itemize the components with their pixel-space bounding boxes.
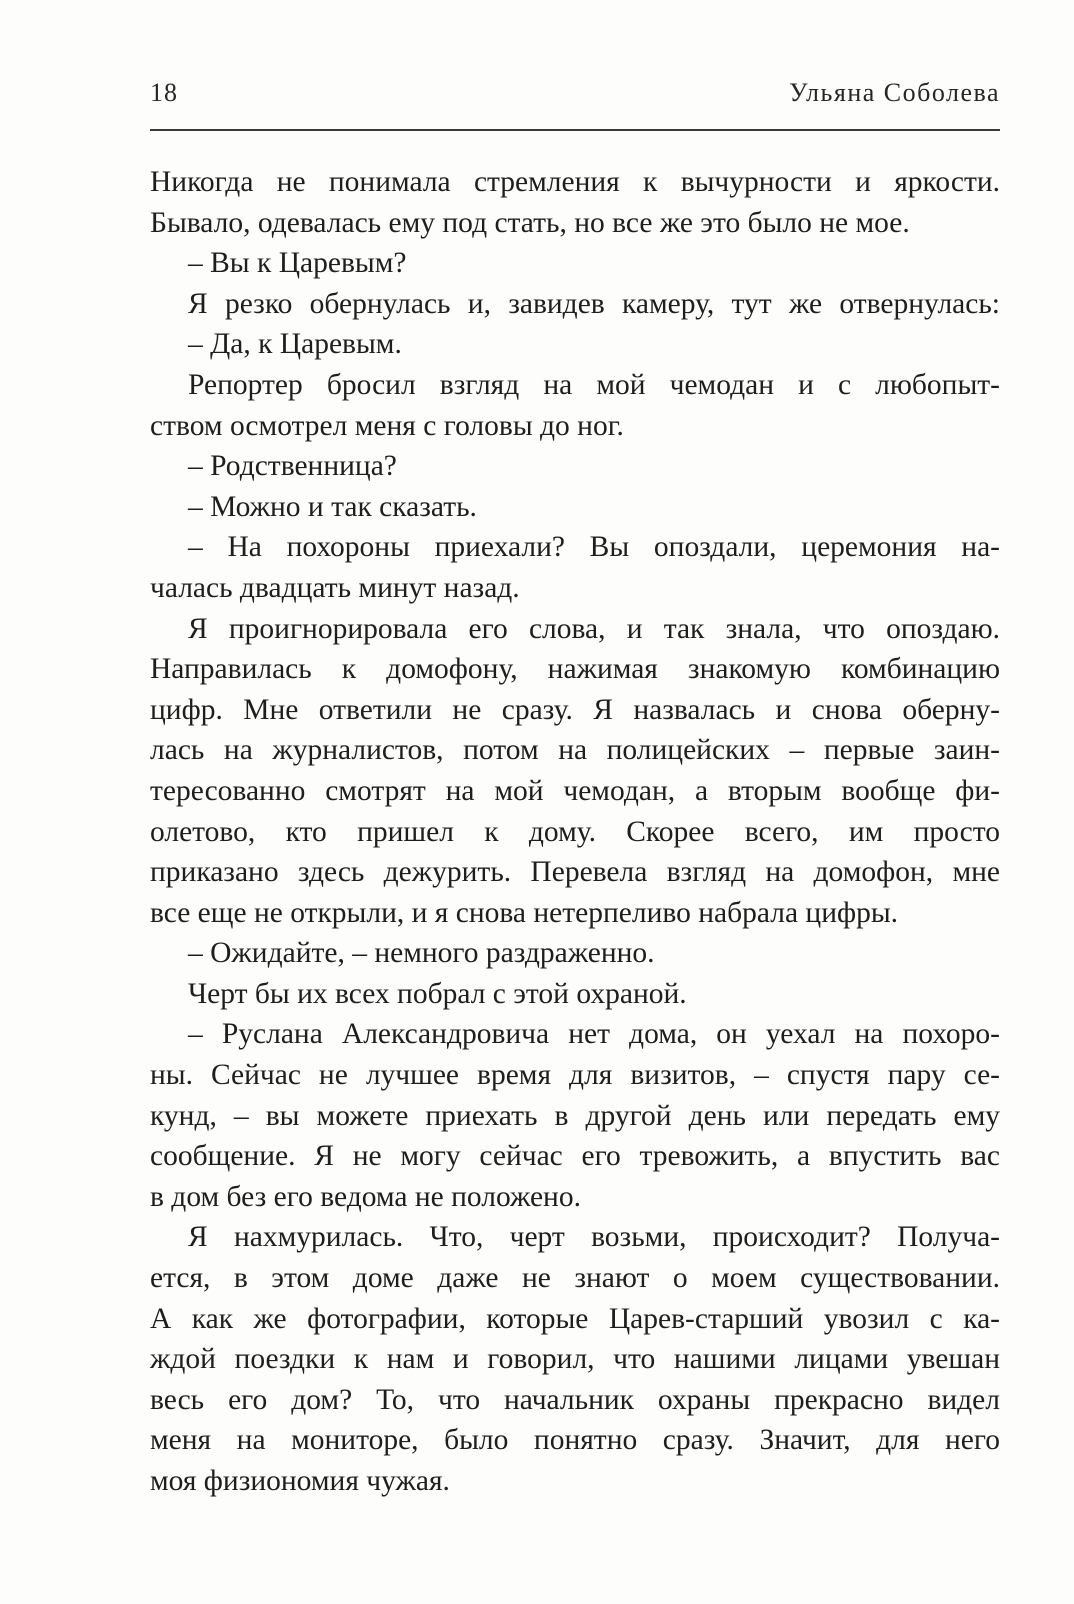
text-line: – Вы к Царевым?: [188, 247, 407, 280]
text-line: Никогда не понимала стремления к вычурности и яркости.: [150, 166, 1000, 198]
text-line: Направилась к домофону, нажимая знакомую комбинацию: [150, 653, 1000, 686]
running-head-author: Ульяна Соболева: [789, 78, 1000, 107]
text-line: ется, в этом доме даже не знают о моем существовании.: [150, 1262, 1000, 1295]
text-line: весь его дом? То, что начальник охраны прекрасно видел: [150, 1383, 1000, 1416]
text-line: тересованно смотрят на мой чемодан, а вторым вообще фи-: [150, 774, 1000, 807]
text-line: моя физиономия чужая.: [150, 1465, 450, 1497]
text-line: ны. Сейчас не лучшее время для визитов, – спустя пару се-: [150, 1059, 1000, 1092]
text-line: – Родственница?: [188, 450, 397, 483]
header-rule: [150, 129, 1000, 131]
text-line: – Да, к Царевым.: [188, 328, 402, 361]
body-text: [150, 162, 1000, 1502]
text-line: приказано здесь дежурить. Перевела взгляд на домофон, мне: [150, 856, 1000, 889]
text-line: кунд, – вы можете приехать в другой день или передать ему: [150, 1099, 1000, 1132]
page-header: [150, 78, 1000, 118]
text-line: Черт бы их всех побрал с этой охраной.: [188, 977, 687, 1010]
text-line: Бывало, одевалась ему под стать, но все же это было не мое.: [150, 206, 910, 239]
text-line: ждой поездки к нам и говорил, что нашими лицами увешан: [150, 1343, 1000, 1376]
text-line: Репортер бросил взгляд на мой чемодан и с любопыт-: [188, 368, 1000, 401]
text-line: А как же фотографии, которые Царев-старший увозил с ка-: [150, 1302, 1000, 1335]
text-line: олетово, кто пришел к дому. Скорее всего, им просто: [150, 815, 1000, 848]
text-line: – На похороны приехали? Вы опоздали, церемония на-: [188, 531, 1000, 564]
text-line: лась на журналистов, потом на полицейских – первые заин-: [150, 734, 1000, 767]
text-line: ством осмотрел меня с головы до ног.: [150, 409, 624, 442]
text-line: Я резко обернулась и, завидев камеру, тут же отвернулась:: [188, 287, 1000, 320]
text-line: сообщение. Я не могу сейчас его тревожить, а впустить вас: [150, 1140, 1000, 1173]
text-line: Я нахмурилась. Что, черт возьми, происходит? Получа-: [188, 1221, 1000, 1254]
text-line: меня на мониторе, было понятно сразу. Значит, для него: [150, 1424, 1000, 1457]
text-line: чалась двадцать минут назад.: [150, 571, 520, 604]
text-line: все еще не открыли, и я снова нетерпеливо набрала цифры.: [150, 896, 899, 929]
page-number: 18: [150, 78, 178, 107]
text-line: Я проигнорировала его слова, и так знала, что опоздаю.: [188, 612, 1000, 645]
text-line: в дом без его ведома не положено.: [150, 1180, 581, 1213]
text-line: – Ожидайте, – немного раздраженно.: [188, 937, 655, 970]
text-line: – Руслана Александровича нет дома, он уехал на похоро-: [188, 1018, 1000, 1051]
text-line: цифр. Мне ответили не сразу. Я назвалась и снова оберну-: [150, 693, 1000, 726]
text-line: – Можно и так сказать.: [188, 490, 477, 523]
